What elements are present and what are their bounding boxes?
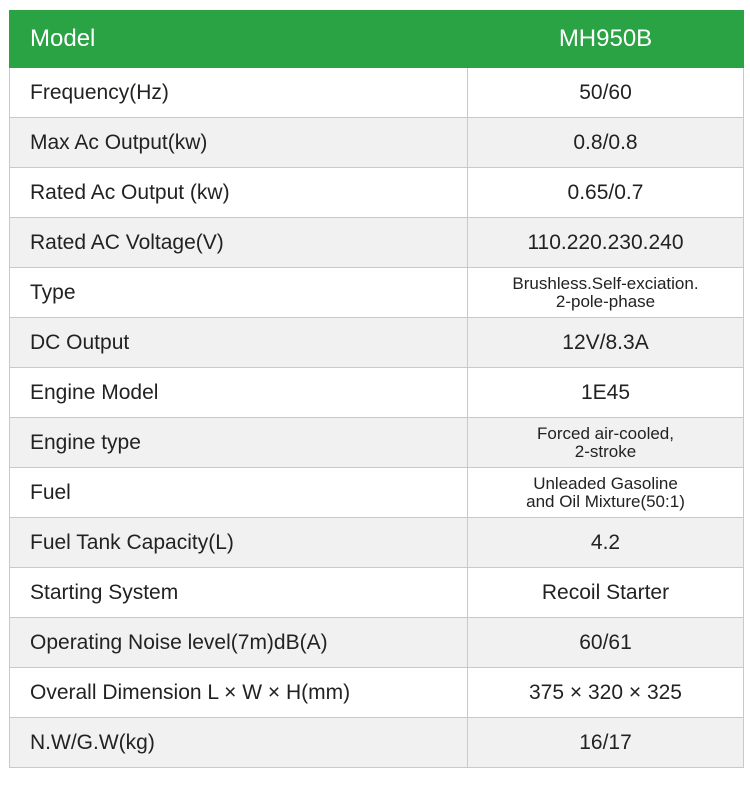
table-row <box>10 468 744 518</box>
spec-value <box>468 618 744 668</box>
spec-label: Operating Noise level(7m)dB(A) <box>10 618 468 668</box>
spec-value-line: 375 × 320 × 325 <box>529 680 682 704</box>
table-row <box>10 518 744 568</box>
table-row <box>10 718 744 768</box>
spec-label: Rated AC Voltage(V) <box>10 218 468 268</box>
table-row <box>10 418 744 468</box>
spec-value <box>468 218 744 268</box>
spec-label: Fuel Tank Capacity(L) <box>10 518 468 568</box>
header-model-value: MH950B <box>468 11 744 68</box>
table-row <box>10 668 744 718</box>
spec-value <box>468 268 744 318</box>
header-model-label: Model <box>10 11 468 68</box>
spec-value <box>468 318 744 368</box>
table-header-row <box>10 11 744 68</box>
spec-value-line: 2-stroke <box>574 441 637 461</box>
spec-value-line: Unleaded Gasoline <box>533 473 678 493</box>
table-row <box>10 218 744 268</box>
spec-value <box>468 468 744 518</box>
spec-table <box>9 10 744 768</box>
spec-value-line: 1E45 <box>580 380 631 404</box>
table-row <box>10 168 744 218</box>
spec-label: Engine Model <box>10 368 468 418</box>
spec-value <box>468 668 744 718</box>
spec-value <box>468 418 744 468</box>
spec-label: Type <box>10 268 468 318</box>
spec-label: Fuel <box>10 468 468 518</box>
table-row <box>10 368 744 418</box>
spec-table-body <box>10 68 744 768</box>
spec-label: Frequency(Hz) <box>10 68 468 118</box>
spec-value-line: Brushless.Self-exciation. <box>512 273 699 293</box>
spec-value <box>468 568 744 618</box>
spec-value-line: Forced air-cooled, <box>536 423 674 443</box>
spec-label: Max Ac Output(kw) <box>10 118 468 168</box>
spec-label: Rated Ac Output (kw) <box>10 168 468 218</box>
spec-label: Starting System <box>10 568 468 618</box>
spec-label: Engine type <box>10 418 468 468</box>
table-row <box>10 68 744 118</box>
spec-label: Overall Dimension L × W × H(mm) <box>10 668 468 718</box>
spec-value <box>468 118 744 168</box>
spec-value-line: Recoil Starter <box>541 580 670 604</box>
table-row <box>10 618 744 668</box>
spec-label: DC Output <box>10 318 468 368</box>
spec-value <box>468 518 744 568</box>
spec-value-line: 50/60 <box>579 80 632 104</box>
spec-value-line: 0.65/0.7 <box>567 180 644 204</box>
spec-value-line: 16/17 <box>579 730 632 754</box>
spec-value-line: 0.8/0.8 <box>573 130 638 154</box>
table-row <box>10 318 744 368</box>
spec-value <box>468 168 744 218</box>
spec-label: N.W/G.W(kg) <box>10 718 468 768</box>
spec-value-line: and Oil Mixture(50:1) <box>526 491 685 511</box>
spec-value <box>468 68 744 118</box>
spec-value <box>468 718 744 768</box>
spec-value-line: 60/61 <box>579 630 632 654</box>
table-row <box>10 568 744 618</box>
spec-value-line: 2-pole-phase <box>555 291 656 311</box>
spec-value-line: 110.220.230.240 <box>527 230 684 254</box>
table-row <box>10 268 744 318</box>
spec-value <box>468 368 744 418</box>
spec-value-line: 12V/8.3A <box>562 330 649 354</box>
table-row <box>10 118 744 168</box>
spec-value-line: 4.2 <box>590 530 621 554</box>
